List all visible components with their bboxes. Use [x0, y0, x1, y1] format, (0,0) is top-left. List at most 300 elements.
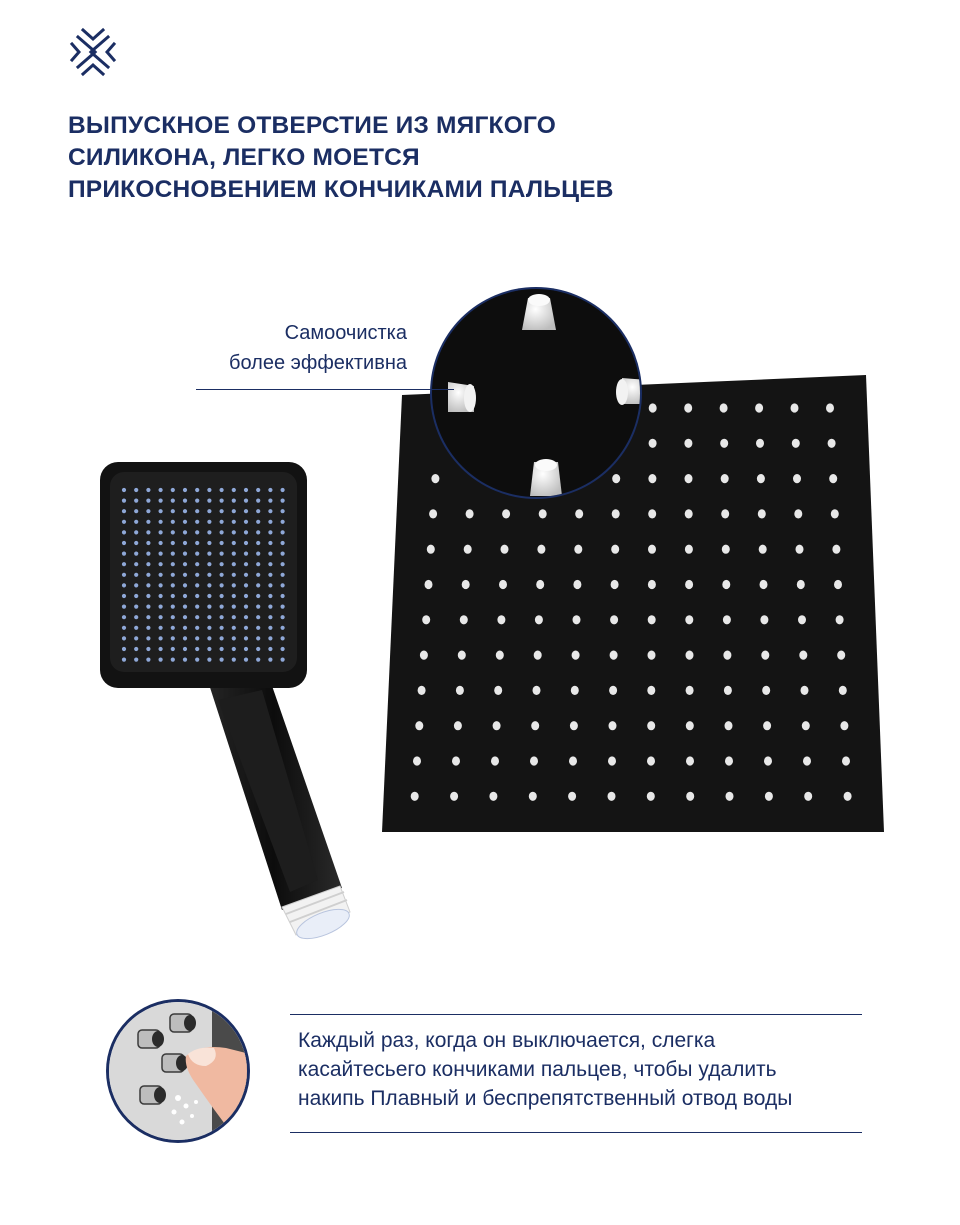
nozzle-dot — [536, 580, 544, 589]
hand-nozzle-dot — [122, 658, 126, 662]
nozzle-dot — [832, 545, 840, 554]
nozzle-dot — [648, 545, 656, 554]
hand-nozzle-dot — [122, 636, 126, 640]
nozzle-dot — [535, 615, 543, 624]
nozzle-dot — [764, 756, 772, 765]
nozzle-dot — [612, 509, 620, 518]
hand-nozzle-dot — [207, 583, 211, 587]
nozzle-dot — [608, 792, 616, 801]
hand-nozzle-dot — [171, 615, 175, 619]
hand-nozzle-dot — [134, 583, 138, 587]
nozzle-dot — [493, 721, 501, 730]
hand-nozzle-dot — [195, 626, 199, 630]
hand-nozzle-dot — [207, 658, 211, 662]
instruction-line: касайтесьего кончиками пальцев, чтобы удалить — [298, 1058, 777, 1081]
hand-nozzle-dot — [281, 636, 285, 640]
hand-nozzle-dot — [183, 509, 187, 513]
nozzle-dot — [464, 545, 472, 554]
nozzle-dot — [610, 615, 618, 624]
hand-nozzle-dot — [183, 626, 187, 630]
hand-nozzle-dot — [171, 530, 175, 534]
hand-nozzle-dot — [256, 552, 260, 556]
hand-nozzle-dot — [159, 488, 163, 492]
hand-nozzle-dot — [281, 583, 285, 587]
callout-leader-line — [196, 389, 454, 390]
nozzle-dot — [759, 545, 767, 554]
nozzle-dot — [462, 580, 470, 589]
hand-nozzle-dot — [281, 658, 285, 662]
nozzle-dot — [422, 615, 430, 624]
hand-nozzle-dot — [195, 636, 199, 640]
hand-nozzle-dot — [183, 562, 187, 566]
hand-nozzle-dot — [134, 552, 138, 556]
nozzle-dot — [427, 545, 435, 554]
nozzle-dot — [725, 721, 733, 730]
hand-nozzle-dot — [183, 636, 187, 640]
nozzle-dot — [529, 792, 537, 801]
hand-nozzle-dot — [195, 530, 199, 534]
nozzle-dot — [831, 509, 839, 518]
hand-nozzle-dot — [232, 636, 236, 640]
hand-nozzle-dot — [244, 509, 248, 513]
hand-nozzle-dot — [171, 499, 175, 503]
hand-nozzle-dot — [159, 530, 163, 534]
nozzle-dot — [686, 651, 694, 660]
hand-nozzle-dot — [159, 636, 163, 640]
nozzle-dot — [829, 474, 837, 483]
hand-nozzle-dot — [220, 615, 224, 619]
hand-nozzle-dot — [122, 647, 126, 651]
nozzle-dot — [684, 439, 692, 448]
hand-nozzle-dot — [195, 573, 199, 577]
hand-nozzle-dot — [207, 615, 211, 619]
nozzle-dot — [722, 545, 730, 554]
hand-nozzle-dot — [281, 562, 285, 566]
hand-nozzle-dot — [244, 520, 248, 524]
hand-nozzle-dot — [134, 594, 138, 598]
nozzle-dot — [494, 686, 502, 695]
nozzle-dot — [834, 580, 842, 589]
hand-nozzle-dot — [232, 605, 236, 609]
nozzle-dot — [501, 545, 509, 554]
hand-nozzle-dot — [122, 605, 126, 609]
hand-nozzle-dot — [171, 552, 175, 556]
hand-nozzle-dot — [146, 562, 150, 566]
nozzle-dot — [411, 792, 419, 801]
hand-nozzle-dot — [122, 594, 126, 598]
hand-nozzle-dot — [171, 520, 175, 524]
hand-nozzle-dot — [134, 647, 138, 651]
nozzle-dot — [534, 651, 542, 660]
hand-nozzle-dot — [268, 552, 272, 556]
nozzle-dot — [420, 651, 428, 660]
hand-nozzle-dot — [281, 488, 285, 492]
hand-nozzle-dot — [195, 499, 199, 503]
hand-nozzle-dot — [244, 626, 248, 630]
hand-nozzle-dot — [146, 552, 150, 556]
nozzle-dot — [686, 792, 694, 801]
hand-nozzle-dot — [159, 658, 163, 662]
hand-nozzle-dot — [256, 626, 260, 630]
hand-nozzle-dot — [256, 636, 260, 640]
hand-nozzle-dot — [244, 615, 248, 619]
hand-nozzle-dot — [171, 509, 175, 513]
hand-nozzle-dot — [159, 541, 163, 545]
nozzle-dot — [804, 792, 812, 801]
hand-nozzle-dot — [146, 647, 150, 651]
nozzle-dot — [758, 509, 766, 518]
nozzle-dot — [497, 615, 505, 624]
hand-nozzle-dot — [146, 573, 150, 577]
hand-nozzle-dot — [207, 499, 211, 503]
hand-nozzle-dot — [220, 530, 224, 534]
hand-nozzle-dot — [134, 626, 138, 630]
nozzle-dot — [575, 509, 583, 518]
hand-nozzle-dot — [122, 583, 126, 587]
hand-nozzle-dot — [171, 658, 175, 662]
hand-nozzle-dot — [220, 594, 224, 598]
hand-nozzle-dot — [232, 509, 236, 513]
hand-nozzle-dot — [159, 509, 163, 513]
hand-nozzle-dot — [220, 541, 224, 545]
hand-nozzle-dot — [146, 615, 150, 619]
hand-nozzle-dot — [207, 530, 211, 534]
hand-nozzle-dot — [183, 552, 187, 556]
hand-nozzle-dot — [207, 520, 211, 524]
nozzle-dot — [799, 651, 807, 660]
hand-nozzle-dot — [134, 520, 138, 524]
nozzle-dot — [530, 756, 538, 765]
hand-nozzle-dot — [281, 626, 285, 630]
hand-nozzle-dot — [195, 541, 199, 545]
hand-nozzle-dot — [232, 594, 236, 598]
hand-nozzle-dot — [146, 626, 150, 630]
hand-nozzle-dot — [134, 605, 138, 609]
hand-nozzle-dot — [134, 530, 138, 534]
nozzle-dot — [533, 686, 541, 695]
hand-nozzle-dot — [256, 573, 260, 577]
nozzle-dot — [496, 651, 504, 660]
hand-nozzle-dot — [183, 541, 187, 545]
hand-nozzle-dot — [207, 605, 211, 609]
hand-nozzle-dot — [195, 583, 199, 587]
hand-nozzle-dot — [220, 605, 224, 609]
hand-nozzle-dot — [183, 530, 187, 534]
nozzle-dot — [756, 439, 764, 448]
hand-nozzle-dot — [134, 541, 138, 545]
hand-nozzle-dot — [195, 658, 199, 662]
divider-bottom — [290, 1132, 862, 1133]
hand-nozzle-dot — [134, 509, 138, 513]
nozzle-dot — [793, 474, 801, 483]
nozzle-dot — [726, 792, 734, 801]
nozzle-dot — [647, 792, 655, 801]
finger-cleaning-illustration — [105, 999, 258, 1145]
hand-nozzle-dot — [122, 573, 126, 577]
nozzle-dot — [684, 403, 692, 412]
hand-nozzle-dot — [159, 647, 163, 651]
hand-nozzle-dot — [244, 647, 248, 651]
hand-nozzle-dot — [171, 647, 175, 651]
nozzle-dot — [826, 403, 834, 412]
nozzle-dot — [571, 686, 579, 695]
nozzle-dot — [801, 686, 809, 695]
hand-nozzle-dot — [256, 530, 260, 534]
nozzle-dot — [720, 439, 728, 448]
hand-nozzle-dot — [232, 488, 236, 492]
hand-nozzle-dot — [220, 499, 224, 503]
hand-nozzle-dot — [122, 530, 126, 534]
hand-nozzle-dot — [122, 499, 126, 503]
hand-nozzle-dot — [195, 520, 199, 524]
hand-nozzle-dot — [232, 541, 236, 545]
nozzle-dot — [755, 403, 763, 412]
nozzle-dot — [794, 509, 802, 518]
hand-nozzle-dot — [207, 562, 211, 566]
nozzle-dot — [418, 686, 426, 695]
hand-nozzle-dot — [183, 615, 187, 619]
nozzle-dot — [648, 615, 656, 624]
nozzle-dot — [720, 403, 728, 412]
hand-nozzle-dot — [281, 605, 285, 609]
hand-nozzle-dot — [268, 583, 272, 587]
hand-nozzle-dot — [122, 541, 126, 545]
nozzle-dot — [612, 474, 620, 483]
nozzle-dot — [429, 509, 437, 518]
hand-nozzle-dot — [244, 605, 248, 609]
hand-nozzle-dot — [268, 499, 272, 503]
hand-nozzle-dot — [244, 488, 248, 492]
nozzle-dot — [723, 615, 731, 624]
hand-nozzle-dot — [232, 658, 236, 662]
hand-nozzle-dot — [159, 605, 163, 609]
nozzle-dot — [460, 615, 468, 624]
title-line: ПРИКОСНОВЕНИЕМ КОНЧИКАМИ ПАЛЬЦЕВ — [68, 176, 614, 203]
hand-nozzle-dot — [232, 615, 236, 619]
hand-nozzle-dot — [232, 552, 236, 556]
hand-nozzle-dot — [244, 541, 248, 545]
hand-nozzle-dot — [256, 520, 260, 524]
nozzle-dot — [725, 756, 733, 765]
hand-nozzle-dot — [268, 626, 272, 630]
hand-nozzle-dot — [232, 499, 236, 503]
callout-label — [229, 318, 407, 378]
hand-nozzle-dot — [159, 520, 163, 524]
hand-nozzle-dot — [134, 499, 138, 503]
hand-nozzle-dot — [146, 583, 150, 587]
hand-nozzle-dot — [183, 573, 187, 577]
cleaning-instructions — [298, 1026, 868, 1113]
hand-nozzle-dot — [183, 499, 187, 503]
hand-nozzle-dot — [220, 509, 224, 513]
nozzle-dot — [531, 721, 539, 730]
hand-nozzle-dot — [195, 605, 199, 609]
hand-nozzle-dot — [195, 594, 199, 598]
hand-nozzle-dot — [281, 552, 285, 556]
nozzle-dot — [724, 686, 732, 695]
nozzle-dot — [792, 439, 800, 448]
hand-nozzle-dot — [268, 658, 272, 662]
hand-nozzle-dot — [268, 520, 272, 524]
hand-nozzle-dot — [244, 594, 248, 598]
hand-nozzle-dot — [220, 552, 224, 556]
nozzle-dot — [647, 756, 655, 765]
nozzle-dot — [450, 792, 458, 801]
hand-nozzle-dot — [268, 488, 272, 492]
hand-nozzle-dot — [232, 530, 236, 534]
hand-nozzle-dot — [268, 541, 272, 545]
nozzle-dot — [765, 792, 773, 801]
hand-nozzle-dot — [195, 647, 199, 651]
hand-nozzle-dot — [268, 562, 272, 566]
hand-nozzle-dot — [232, 583, 236, 587]
title-line: СИЛИКОНА, ЛЕГКО МОЕТСЯ — [68, 144, 420, 171]
hand-nozzle-dot — [256, 541, 260, 545]
nozzle-dot — [609, 721, 617, 730]
hand-nozzle-dot — [268, 615, 272, 619]
hand-nozzle-dot — [220, 647, 224, 651]
silicone-nozzle — [448, 382, 476, 412]
hand-nozzle-dot — [244, 562, 248, 566]
nozzle-dot — [649, 439, 657, 448]
nozzle-dot — [570, 721, 578, 730]
nozzle-dot — [798, 615, 806, 624]
nozzle-dot — [802, 721, 810, 730]
hand-nozzle-dot — [134, 573, 138, 577]
nozzle-dot — [685, 474, 693, 483]
nozzle-dot — [648, 474, 656, 483]
hand-nozzle-dot — [244, 658, 248, 662]
hand-nozzle-dot — [244, 530, 248, 534]
nozzle-dot — [431, 474, 439, 483]
nozzle-dot — [722, 580, 730, 589]
nozzle-dot — [760, 615, 768, 624]
hand-nozzle-dot — [183, 594, 187, 598]
hand-nozzle-dot — [256, 562, 260, 566]
nozzle-dot — [648, 580, 656, 589]
hand-nozzle-dot — [159, 562, 163, 566]
nozzle-dot — [452, 756, 460, 765]
hand-nozzle-dot — [159, 552, 163, 556]
hand-nozzle-dot — [268, 647, 272, 651]
hand-nozzle-dot — [256, 583, 260, 587]
nozzle-dot — [842, 756, 850, 765]
hand-nozzle-dot — [146, 509, 150, 513]
nozzle-dot — [803, 756, 811, 765]
hand-nozzle-dot — [183, 488, 187, 492]
hand-nozzle-dot — [146, 499, 150, 503]
hand-nozzle-dot — [232, 520, 236, 524]
hand-nozzle-dot — [207, 509, 211, 513]
nozzle-dot — [568, 792, 576, 801]
divider-top — [290, 1014, 862, 1015]
hand-nozzle-dot — [256, 658, 260, 662]
instruction-line: накипь Плавный и беспрепятственный отвод воды — [298, 1087, 793, 1110]
hand-nozzle-dot — [220, 520, 224, 524]
hand-nozzle-dot — [171, 562, 175, 566]
hand-nozzle-dot — [281, 499, 285, 503]
nozzle-dot — [839, 686, 847, 695]
hand-nozzle-dot — [134, 562, 138, 566]
hand-nozzle-dot — [207, 552, 211, 556]
nozzle-dot — [489, 792, 497, 801]
nozzle-dot — [610, 651, 618, 660]
nozzle-dot — [837, 651, 845, 660]
hand-nozzle-dot — [281, 615, 285, 619]
hand-nozzle-dot — [171, 594, 175, 598]
hand-nozzle-dot — [207, 573, 211, 577]
nozzle-dot — [456, 686, 464, 695]
hand-nozzle-dot — [220, 583, 224, 587]
hand-nozzle-dot — [281, 573, 285, 577]
hand-nozzle-dot — [232, 573, 236, 577]
hand-nozzle-dot — [122, 520, 126, 524]
hand-nozzle-dot — [281, 509, 285, 513]
callout-line-text: более эффективна — [229, 352, 407, 374]
nozzle-dot — [757, 474, 765, 483]
hand-nozzle-dot — [256, 509, 260, 513]
hand-nozzle-dot — [146, 541, 150, 545]
nozzle-dot — [685, 615, 693, 624]
hand-nozzle-dot — [207, 626, 211, 630]
nozzle-dot — [763, 721, 771, 730]
hand-nozzle-dot — [146, 520, 150, 524]
hand-nozzle-dot — [232, 647, 236, 651]
hand-nozzle-dot — [220, 658, 224, 662]
nozzle-dot — [796, 545, 804, 554]
hand-nozzle-dot — [195, 552, 199, 556]
hand-nozzle-dot — [171, 573, 175, 577]
nozzle-dot — [685, 509, 693, 518]
hand-nozzle-dot — [146, 658, 150, 662]
hand-nozzle-dot — [134, 488, 138, 492]
nozzle-dot — [499, 580, 507, 589]
hand-nozzle-dot — [244, 499, 248, 503]
hand-nozzle-dot — [171, 583, 175, 587]
hand-nozzle-dot — [183, 658, 187, 662]
hand-nozzle-dot — [207, 636, 211, 640]
silicone-nozzle — [530, 459, 562, 496]
nozzle-dot — [648, 651, 656, 660]
hand-nozzle-dot — [159, 615, 163, 619]
hand-nozzle-dot — [232, 562, 236, 566]
nozzle-dot — [573, 615, 581, 624]
hand-nozzle-dot — [256, 488, 260, 492]
nozzle-dot — [537, 545, 545, 554]
hand-nozzle-dot — [220, 626, 224, 630]
hand-nozzle-dot — [281, 594, 285, 598]
hand-nozzle-dot — [281, 647, 285, 651]
hand-nozzle-dot — [207, 488, 211, 492]
hand-nozzle-dot — [146, 636, 150, 640]
hand-nozzle-dot — [268, 594, 272, 598]
hand-nozzle-dot — [183, 647, 187, 651]
nozzle-dot — [569, 756, 577, 765]
hand-nozzle-dot — [171, 626, 175, 630]
hand-nozzle-dot — [195, 615, 199, 619]
nozzle-dot — [647, 686, 655, 695]
nozzle-dot — [721, 474, 729, 483]
nozzle-dot — [685, 545, 693, 554]
hand-nozzle-dot — [159, 626, 163, 630]
hand-nozzle-dot — [220, 636, 224, 640]
hand-nozzle-dot — [207, 647, 211, 651]
instruction-line: Каждый раз, когда он выключается, слегка — [298, 1029, 716, 1052]
hand-nozzle-dot — [122, 562, 126, 566]
hand-nozzle-dot — [159, 583, 163, 587]
nozzle-dot — [574, 545, 582, 554]
hand-nozzle-dot — [195, 509, 199, 513]
